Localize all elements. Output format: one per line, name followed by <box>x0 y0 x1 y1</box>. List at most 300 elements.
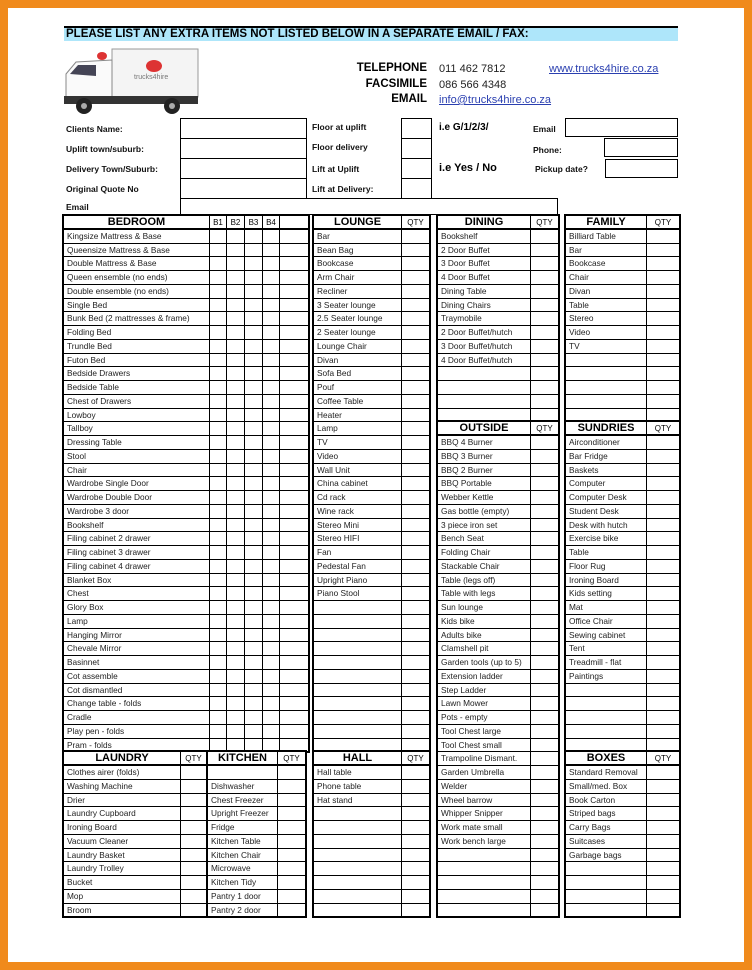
qty-cell[interactable] <box>210 684 227 697</box>
qty-cell[interactable] <box>263 629 280 642</box>
qty-cell[interactable] <box>531 862 558 875</box>
qty-cell[interactable] <box>227 477 245 490</box>
qty-cell[interactable] <box>278 890 305 903</box>
qty-cell[interactable] <box>280 725 308 738</box>
email-link[interactable]: info@trucks4hire.co.za <box>439 94 552 106</box>
qty-cell[interactable] <box>245 436 263 449</box>
qty-cell[interactable] <box>647 477 679 490</box>
qty-cell[interactable] <box>245 629 263 642</box>
qty-cell[interactable] <box>647 862 679 875</box>
qty-cell[interactable] <box>181 876 208 889</box>
qty-cell[interactable] <box>227 395 245 408</box>
qty-cell[interactable] <box>280 656 308 669</box>
qty-cell[interactable] <box>263 670 280 683</box>
qty-cell[interactable] <box>402 876 429 889</box>
qty-cell[interactable] <box>531 835 558 848</box>
qty-cell[interactable] <box>531 890 558 903</box>
qty-cell[interactable] <box>531 285 558 298</box>
qty-cell[interactable] <box>263 285 280 298</box>
qty-cell[interactable] <box>647 725 679 738</box>
qty-cell[interactable] <box>210 477 227 490</box>
qty-cell[interactable] <box>531 752 558 765</box>
qty-cell[interactable] <box>263 244 280 257</box>
qty-cell[interactable] <box>402 299 429 312</box>
qty-cell[interactable] <box>647 326 679 339</box>
pickup-date-field[interactable] <box>605 159 678 178</box>
qty-cell[interactable] <box>263 656 280 669</box>
qty-cell[interactable] <box>227 684 245 697</box>
qty-cell[interactable] <box>647 849 679 862</box>
qty-cell[interactable] <box>402 862 429 875</box>
qty-cell[interactable] <box>245 354 263 367</box>
qty-cell[interactable] <box>245 312 263 325</box>
qty-cell[interactable] <box>227 725 245 738</box>
qty-cell[interactable] <box>531 642 558 655</box>
uplift-town-field[interactable] <box>180 138 307 159</box>
qty-cell[interactable] <box>280 629 308 642</box>
qty-cell[interactable] <box>402 450 429 463</box>
qty-cell[interactable] <box>531 615 558 628</box>
qty-cell[interactable] <box>210 532 227 545</box>
qty-cell[interactable] <box>531 904 558 918</box>
qty-cell[interactable] <box>402 230 429 243</box>
qty-cell[interactable] <box>531 560 558 573</box>
qty-cell[interactable] <box>245 670 263 683</box>
qty-cell[interactable] <box>647 587 679 600</box>
qty-cell[interactable] <box>647 340 679 353</box>
qty-cell[interactable] <box>245 519 263 532</box>
qty-cell[interactable] <box>280 381 308 394</box>
qty-cell[interactable] <box>210 615 227 628</box>
qty-cell[interactable] <box>280 642 308 655</box>
qty-cell[interactable] <box>402 780 429 793</box>
qty-cell[interactable] <box>647 285 679 298</box>
qty-cell[interactable] <box>402 587 429 600</box>
qty-cell[interactable] <box>280 354 308 367</box>
qty-cell[interactable] <box>531 697 558 710</box>
qty-cell[interactable] <box>210 422 227 435</box>
qty-cell[interactable] <box>531 821 558 834</box>
qty-cell[interactable] <box>181 821 208 834</box>
phone-field[interactable] <box>604 138 678 157</box>
qty-cell[interactable] <box>263 381 280 394</box>
qty-cell[interactable] <box>210 340 227 353</box>
qty-cell[interactable] <box>280 477 308 490</box>
qty-cell[interactable] <box>227 450 245 463</box>
qty-cell[interactable] <box>402 711 429 724</box>
email-field[interactable] <box>180 198 558 215</box>
qty-cell[interactable] <box>263 257 280 270</box>
website-link[interactable]: www.trucks4hire.co.za <box>549 63 659 75</box>
qty-cell[interactable] <box>402 656 429 669</box>
qty-cell[interactable] <box>280 367 308 380</box>
qty-cell[interactable] <box>402 890 429 903</box>
qty-cell[interactable] <box>263 271 280 284</box>
qty-cell[interactable] <box>245 560 263 573</box>
qty-cell[interactable] <box>531 491 558 504</box>
qty-cell[interactable] <box>227 422 245 435</box>
qty-cell[interactable] <box>647 601 679 614</box>
qty-cell[interactable] <box>227 340 245 353</box>
email-right-field[interactable] <box>565 118 678 137</box>
qty-cell[interactable] <box>263 367 280 380</box>
qty-cell[interactable] <box>280 711 308 724</box>
qty-cell[interactable] <box>245 491 263 504</box>
qty-cell[interactable] <box>402 340 429 353</box>
qty-cell[interactable] <box>402 477 429 490</box>
qty-cell[interactable] <box>245 532 263 545</box>
qty-cell[interactable] <box>280 670 308 683</box>
qty-cell[interactable] <box>402 409 429 422</box>
qty-cell[interactable] <box>647 395 679 408</box>
qty-cell[interactable] <box>245 546 263 559</box>
qty-cell[interactable] <box>227 312 245 325</box>
qty-cell[interactable] <box>263 711 280 724</box>
qty-cell[interactable] <box>531 477 558 490</box>
qty-cell[interactable] <box>402 560 429 573</box>
qty-cell[interactable] <box>245 381 263 394</box>
qty-cell[interactable] <box>402 519 429 532</box>
qty-cell[interactable] <box>280 491 308 504</box>
qty-cell[interactable] <box>181 807 208 820</box>
qty-cell[interactable] <box>210 464 227 477</box>
floor-uplift-field[interactable] <box>401 118 432 139</box>
qty-cell[interactable] <box>280 615 308 628</box>
qty-cell[interactable] <box>227 587 245 600</box>
qty-cell[interactable] <box>245 711 263 724</box>
qty-cell[interactable] <box>263 464 280 477</box>
qty-cell[interactable] <box>280 436 308 449</box>
qty-cell[interactable] <box>210 642 227 655</box>
qty-cell[interactable] <box>280 395 308 408</box>
qty-cell[interactable] <box>280 230 308 243</box>
qty-cell[interactable] <box>210 436 227 449</box>
qty-cell[interactable] <box>647 711 679 724</box>
qty-cell[interactable] <box>263 587 280 600</box>
qty-cell[interactable] <box>531 326 558 339</box>
qty-cell[interactable] <box>210 560 227 573</box>
qty-cell[interactable] <box>647 794 679 807</box>
qty-cell[interactable] <box>402 326 429 339</box>
qty-cell[interactable] <box>227 464 245 477</box>
qty-cell[interactable] <box>227 601 245 614</box>
qty-cell[interactable] <box>227 656 245 669</box>
qty-cell[interactable] <box>647 835 679 848</box>
qty-cell[interactable] <box>280 257 308 270</box>
qty-cell[interactable] <box>647 450 679 463</box>
qty-cell[interactable] <box>278 835 305 848</box>
qty-cell[interactable] <box>263 450 280 463</box>
qty-cell[interactable] <box>402 670 429 683</box>
qty-cell[interactable] <box>402 849 429 862</box>
qty-cell[interactable] <box>263 491 280 504</box>
qty-cell[interactable] <box>263 340 280 353</box>
qty-cell[interactable] <box>210 257 227 270</box>
qty-cell[interactable] <box>263 642 280 655</box>
qty-cell[interactable] <box>245 464 263 477</box>
qty-cell[interactable] <box>402 436 429 449</box>
qty-cell[interactable] <box>531 546 558 559</box>
qty-cell[interactable] <box>402 766 429 779</box>
qty-cell[interactable] <box>263 409 280 422</box>
qty-cell[interactable] <box>210 230 227 243</box>
qty-cell[interactable] <box>245 326 263 339</box>
qty-cell[interactable] <box>280 464 308 477</box>
qty-cell[interactable] <box>227 629 245 642</box>
qty-cell[interactable] <box>181 766 208 779</box>
qty-cell[interactable] <box>647 780 679 793</box>
qty-cell[interactable] <box>245 340 263 353</box>
qty-cell[interactable] <box>647 436 679 449</box>
qty-cell[interactable] <box>280 340 308 353</box>
qty-cell[interactable] <box>210 367 227 380</box>
lift-delivery-field[interactable] <box>401 178 432 199</box>
qty-cell[interactable] <box>402 464 429 477</box>
qty-cell[interactable] <box>227 381 245 394</box>
qty-cell[interactable] <box>227 354 245 367</box>
qty-cell[interactable] <box>210 587 227 600</box>
qty-cell[interactable] <box>531 725 558 738</box>
qty-cell[interactable] <box>280 244 308 257</box>
qty-cell[interactable] <box>227 642 245 655</box>
delivery-town-field[interactable] <box>180 158 307 179</box>
qty-cell[interactable] <box>531 532 558 545</box>
qty-cell[interactable] <box>647 505 679 518</box>
qty-cell[interactable] <box>531 766 558 779</box>
qty-cell[interactable] <box>278 904 305 918</box>
qty-cell[interactable] <box>280 519 308 532</box>
qty-cell[interactable] <box>531 587 558 600</box>
qty-cell[interactable] <box>647 257 679 270</box>
qty-cell[interactable] <box>210 546 227 559</box>
qty-cell[interactable] <box>647 464 679 477</box>
qty-cell[interactable] <box>263 436 280 449</box>
qty-cell[interactable] <box>263 312 280 325</box>
qty-cell[interactable] <box>402 642 429 655</box>
qty-cell[interactable] <box>210 629 227 642</box>
qty-cell[interactable] <box>227 505 245 518</box>
qty-cell[interactable] <box>402 629 429 642</box>
qty-cell[interactable] <box>647 354 679 367</box>
qty-cell[interactable] <box>280 574 308 587</box>
qty-cell[interactable] <box>531 436 558 449</box>
qty-cell[interactable] <box>647 684 679 697</box>
qty-cell[interactable] <box>245 409 263 422</box>
qty-cell[interactable] <box>210 711 227 724</box>
qty-cell[interactable] <box>227 436 245 449</box>
qty-cell[interactable] <box>647 656 679 669</box>
qty-cell[interactable] <box>227 299 245 312</box>
qty-cell[interactable] <box>245 477 263 490</box>
qty-cell[interactable] <box>210 381 227 394</box>
qty-cell[interactable] <box>181 890 208 903</box>
qty-cell[interactable] <box>263 697 280 710</box>
qty-cell[interactable] <box>278 849 305 862</box>
qty-cell[interactable] <box>210 450 227 463</box>
qty-cell[interactable] <box>280 587 308 600</box>
qty-cell[interactable] <box>402 354 429 367</box>
qty-cell[interactable] <box>210 601 227 614</box>
qty-cell[interactable] <box>280 326 308 339</box>
qty-cell[interactable] <box>227 519 245 532</box>
qty-cell[interactable] <box>227 711 245 724</box>
qty-cell[interactable] <box>531 381 558 394</box>
qty-cell[interactable] <box>280 532 308 545</box>
qty-cell[interactable] <box>245 395 263 408</box>
qty-cell[interactable] <box>280 601 308 614</box>
qty-cell[interactable] <box>280 271 308 284</box>
qty-cell[interactable] <box>210 574 227 587</box>
qty-cell[interactable] <box>647 890 679 903</box>
qty-cell[interactable] <box>227 285 245 298</box>
qty-cell[interactable] <box>647 821 679 834</box>
qty-cell[interactable] <box>227 546 245 559</box>
qty-cell[interactable] <box>210 354 227 367</box>
qty-cell[interactable] <box>402 794 429 807</box>
qty-cell[interactable] <box>263 684 280 697</box>
qty-cell[interactable] <box>402 395 429 408</box>
qty-cell[interactable] <box>245 684 263 697</box>
qty-cell[interactable] <box>263 230 280 243</box>
qty-cell[interactable] <box>531 629 558 642</box>
quote-no-field[interactable] <box>180 178 307 199</box>
qty-cell[interactable] <box>278 807 305 820</box>
clients-name-field[interactable] <box>180 118 307 139</box>
qty-cell[interactable] <box>647 629 679 642</box>
qty-cell[interactable] <box>647 230 679 243</box>
qty-cell[interactable] <box>531 780 558 793</box>
qty-cell[interactable] <box>531 849 558 862</box>
qty-cell[interactable] <box>210 505 227 518</box>
qty-cell[interactable] <box>210 491 227 504</box>
qty-cell[interactable] <box>531 711 558 724</box>
qty-cell[interactable] <box>210 299 227 312</box>
qty-cell[interactable] <box>227 615 245 628</box>
qty-cell[interactable] <box>647 574 679 587</box>
qty-cell[interactable] <box>227 326 245 339</box>
qty-cell[interactable] <box>278 862 305 875</box>
qty-cell[interactable] <box>245 574 263 587</box>
qty-cell[interactable] <box>402 546 429 559</box>
qty-cell[interactable] <box>227 230 245 243</box>
qty-cell[interactable] <box>245 656 263 669</box>
qty-cell[interactable] <box>210 725 227 738</box>
qty-cell[interactable] <box>227 670 245 683</box>
qty-cell[interactable] <box>280 409 308 422</box>
qty-cell[interactable] <box>263 560 280 573</box>
qty-cell[interactable] <box>647 904 679 918</box>
qty-cell[interactable] <box>227 560 245 573</box>
qty-cell[interactable] <box>280 546 308 559</box>
qty-cell[interactable] <box>402 367 429 380</box>
qty-cell[interactable] <box>402 821 429 834</box>
qty-cell[interactable] <box>210 656 227 669</box>
qty-cell[interactable] <box>263 326 280 339</box>
qty-cell[interactable] <box>531 299 558 312</box>
qty-cell[interactable] <box>210 244 227 257</box>
qty-cell[interactable] <box>402 835 429 848</box>
qty-cell[interactable] <box>402 807 429 820</box>
qty-cell[interactable] <box>263 546 280 559</box>
qty-cell[interactable] <box>647 312 679 325</box>
qty-cell[interactable] <box>647 807 679 820</box>
qty-cell[interactable] <box>402 271 429 284</box>
qty-cell[interactable] <box>263 532 280 545</box>
qty-cell[interactable] <box>531 574 558 587</box>
qty-cell[interactable] <box>263 615 280 628</box>
qty-cell[interactable] <box>531 354 558 367</box>
qty-cell[interactable] <box>531 271 558 284</box>
qty-cell[interactable] <box>245 299 263 312</box>
qty-cell[interactable] <box>402 725 429 738</box>
qty-cell[interactable] <box>245 230 263 243</box>
qty-cell[interactable] <box>402 312 429 325</box>
qty-cell[interactable] <box>531 395 558 408</box>
qty-cell[interactable] <box>647 766 679 779</box>
qty-cell[interactable] <box>402 904 429 918</box>
qty-cell[interactable] <box>647 642 679 655</box>
lift-uplift-field[interactable] <box>401 158 432 179</box>
qty-cell[interactable] <box>278 821 305 834</box>
qty-cell[interactable] <box>280 312 308 325</box>
qty-cell[interactable] <box>531 519 558 532</box>
qty-cell[interactable] <box>181 835 208 848</box>
qty-cell[interactable] <box>263 299 280 312</box>
qty-cell[interactable] <box>245 615 263 628</box>
qty-cell[interactable] <box>647 560 679 573</box>
qty-cell[interactable] <box>263 574 280 587</box>
qty-cell[interactable] <box>227 697 245 710</box>
qty-cell[interactable] <box>210 326 227 339</box>
qty-cell[interactable] <box>647 670 679 683</box>
qty-cell[interactable] <box>531 340 558 353</box>
qty-cell[interactable] <box>245 367 263 380</box>
qty-cell[interactable] <box>181 862 208 875</box>
qty-cell[interactable] <box>531 656 558 669</box>
qty-cell[interactable] <box>278 766 305 779</box>
floor-delivery-field[interactable] <box>401 138 432 159</box>
qty-cell[interactable] <box>647 244 679 257</box>
qty-cell[interactable] <box>280 684 308 697</box>
qty-cell[interactable] <box>227 532 245 545</box>
qty-cell[interactable] <box>280 505 308 518</box>
qty-cell[interactable] <box>227 271 245 284</box>
qty-cell[interactable] <box>245 257 263 270</box>
qty-cell[interactable] <box>402 601 429 614</box>
qty-cell[interactable] <box>210 271 227 284</box>
qty-cell[interactable] <box>647 271 679 284</box>
qty-cell[interactable] <box>531 601 558 614</box>
qty-cell[interactable] <box>402 244 429 257</box>
qty-cell[interactable] <box>531 367 558 380</box>
qty-cell[interactable] <box>227 244 245 257</box>
qty-cell[interactable] <box>402 697 429 710</box>
qty-cell[interactable] <box>181 849 208 862</box>
qty-cell[interactable] <box>210 312 227 325</box>
qty-cell[interactable] <box>647 367 679 380</box>
qty-cell[interactable] <box>402 285 429 298</box>
qty-cell[interactable] <box>245 450 263 463</box>
qty-cell[interactable] <box>402 491 429 504</box>
qty-cell[interactable] <box>245 587 263 600</box>
qty-cell[interactable] <box>278 780 305 793</box>
qty-cell[interactable] <box>531 257 558 270</box>
qty-cell[interactable] <box>263 601 280 614</box>
qty-cell[interactable] <box>263 354 280 367</box>
qty-cell[interactable] <box>245 271 263 284</box>
qty-cell[interactable] <box>245 505 263 518</box>
qty-cell[interactable] <box>263 395 280 408</box>
